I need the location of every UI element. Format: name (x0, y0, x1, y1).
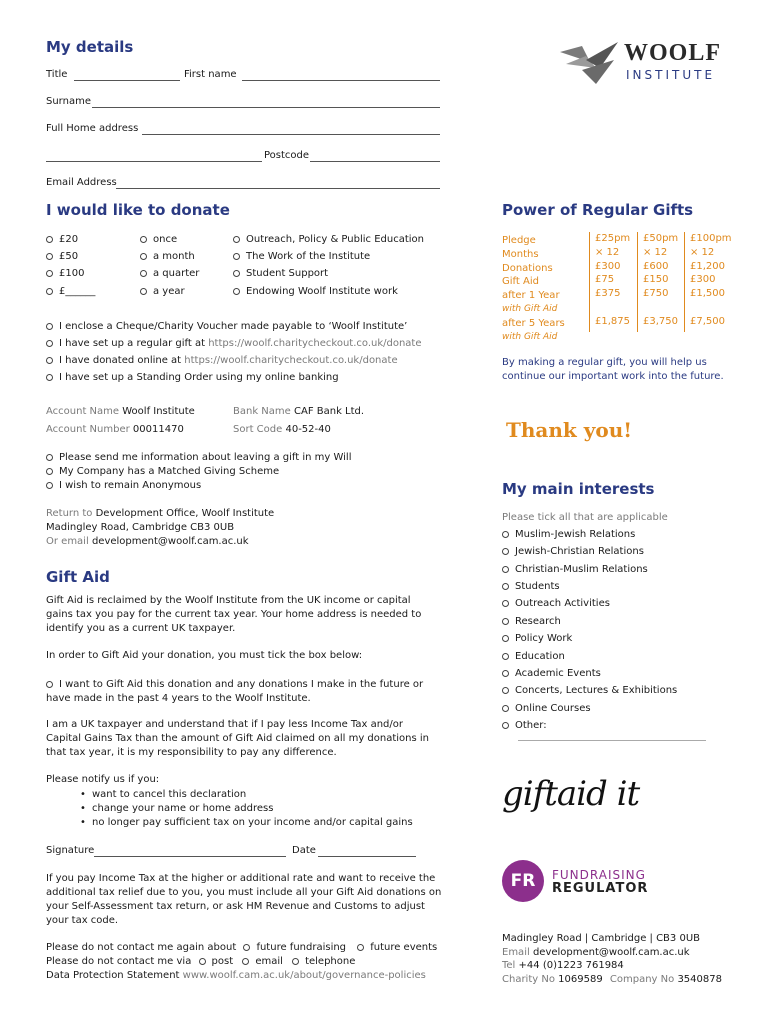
radio-circle-icon[interactable] (46, 468, 53, 475)
power-label: Donations (502, 262, 553, 274)
radio-circle-icon[interactable] (233, 236, 240, 243)
interests-heading: My main interests (502, 480, 655, 498)
radio-circle-icon[interactable] (140, 236, 147, 243)
area-option-2[interactable]: Student Support (233, 268, 328, 279)
radio-circle-icon[interactable] (502, 548, 509, 555)
radio-circle-icon[interactable] (233, 270, 240, 277)
radio-circle-icon[interactable] (502, 653, 509, 660)
interest-research[interactable]: Research (502, 616, 561, 627)
area-option-1[interactable]: The Work of the Institute (233, 251, 370, 262)
telephone-option[interactable]: telephone (292, 956, 355, 967)
fundraising-regulator-badge: FR (502, 860, 544, 902)
area-option-3[interactable]: Endowing Woolf Institute work (233, 286, 398, 297)
account-number: Account Number 00011470 (46, 424, 184, 435)
notify-item: • want to cancel this declaration (80, 789, 247, 800)
power-column-50: £50pm × 12 £600 £150 £750 £3,750 (637, 232, 685, 332)
email-address-field[interactable] (116, 188, 440, 189)
bank-name: Bank Name CAF Bank Ltd. (233, 406, 365, 417)
power-label: with Gift Aid (502, 331, 558, 342)
power-column-25: £25pm × 12 £300 £75 £375 £1,875 (589, 232, 637, 332)
area-option-0[interactable]: Outreach, Policy & Public Education (233, 234, 424, 245)
power-label: Pledge (502, 235, 536, 246)
frequency-option-2[interactable]: a quarter (140, 268, 199, 279)
footer-email-link[interactable]: development@woolf.cam.ac.uk (532, 946, 690, 958)
future-events-option[interactable]: future events (357, 942, 437, 953)
radio-circle-icon[interactable] (502, 531, 509, 538)
power-note: By making a regular gift, you will help us continue our important work into the future. (502, 357, 724, 382)
option-matched-giving[interactable]: My Company has a Matched Giving Scheme (46, 466, 279, 477)
radio-circle-icon[interactable] (46, 482, 53, 489)
method-online[interactable]: I have donated online at https://woolf.charitycheckout.co.uk/donate (46, 355, 398, 366)
home-address-field[interactable] (142, 134, 440, 135)
frequency-option-1[interactable]: a month (140, 251, 195, 262)
power-column-100: £100pm × 12 £1,200 £300 £1,500 £7,500 (684, 232, 738, 332)
radio-circle-icon[interactable] (502, 705, 509, 712)
power-heading: Power of Regular Gifts (502, 201, 694, 219)
regular-gift-link[interactable]: https://woolf.charitycheckout.co.uk/donate (208, 338, 422, 349)
fr-line-1: FUNDRAISING (552, 868, 646, 882)
thank-you-text: Thank you! (506, 418, 633, 442)
interest-muslim-jewish[interactable]: Muslim-Jewish Relations (502, 529, 635, 540)
radio-circle-icon[interactable] (46, 270, 53, 277)
radio-circle-icon[interactable] (199, 958, 206, 965)
radio-circle-icon[interactable] (46, 454, 53, 461)
email-option[interactable]: email (242, 956, 283, 967)
radio-circle-icon[interactable] (46, 681, 53, 688)
radio-circle-icon[interactable] (46, 323, 53, 330)
logo-sub: INSTITUTE (626, 68, 716, 82)
address-line-2-field[interactable] (46, 161, 262, 162)
method-standing-order[interactable]: I have set up a Standing Order using my online banking (46, 372, 339, 383)
notify-list (80, 788, 413, 830)
radio-circle-icon[interactable] (46, 374, 53, 381)
data-protection-statement: Data Protection Statement www.woolf.cam.ac.uk/about/governance-policies (46, 970, 426, 981)
amount-option-0[interactable]: £20 (46, 234, 78, 245)
return-line-1: Return to Development Office, Woolf Institute (46, 508, 275, 519)
footer-charity: Charity No 1069589 Company No 3540878 (502, 973, 722, 985)
other-interest-field[interactable] (518, 740, 706, 741)
sort-code: Sort Code 40-52-40 (233, 424, 331, 435)
signature-field[interactable] (94, 856, 286, 857)
donate-heading: I would like to donate (46, 201, 230, 219)
radio-circle-icon[interactable] (140, 270, 147, 277)
radio-circle-icon[interactable] (46, 357, 53, 364)
radio-circle-icon[interactable] (502, 618, 509, 625)
title-field[interactable] (74, 80, 180, 81)
notify-item: • change your name or home address (80, 803, 274, 814)
gift-aid-paragraph-2: In order to Gift Aid your donation, you must tick the box below: (46, 650, 363, 661)
radio-circle-icon[interactable] (242, 958, 249, 965)
title-label: Title (46, 69, 68, 80)
amount-option-1[interactable]: £50 (46, 251, 78, 262)
radio-circle-icon[interactable] (140, 253, 147, 260)
amount-option-3[interactable]: £______ (46, 286, 95, 297)
amount-option-2[interactable]: £100 (46, 268, 84, 279)
gift-aid-checkbox[interactable]: I want to Gift Aid this donation and any donations I make in the future or have made in the past 4 years to the Woolf Institute. (46, 679, 424, 704)
woolf-bird-icon (556, 38, 626, 86)
signature-label: Signature (46, 845, 95, 856)
interest-jewish-christian[interactable]: Jewish-Christian Relations (502, 546, 644, 557)
higher-rate-paragraph: If you pay Income Tax at the higher or additional rate and want to receive the additional tax relief due to you, you must include all your Gift Aid donations on your Self-Assessment tax return, or ask HM Revenue and Customs to adjust your tax code. (46, 873, 442, 926)
radio-circle-icon[interactable] (233, 288, 240, 295)
interest-concerts[interactable]: Concerts, Lectures & Exhibitions (502, 685, 677, 696)
notify-label: Please notify us if you: (46, 774, 160, 785)
radio-circle-icon[interactable] (502, 722, 509, 729)
home-address-label: Full Home address (46, 123, 139, 134)
interest-education[interactable]: Education (502, 651, 565, 662)
radio-circle-icon[interactable] (46, 253, 53, 260)
date-label: Date (292, 845, 316, 856)
interest-other[interactable]: Other: (502, 720, 547, 731)
radio-circle-icon[interactable] (502, 566, 509, 573)
radio-circle-icon[interactable] (502, 583, 509, 590)
gift-aid-paragraph-1: Gift Aid is reclaimed by the Woolf Institute from the UK income or capital gains tax you pay for the current tax year. Your home address is needed to identify you as a current UK taxpayer. (46, 595, 422, 634)
gift-aid-heading: Gift Aid (46, 568, 110, 586)
account-name: Account Name Woolf Institute (46, 406, 195, 417)
logo-name: WOOLF (624, 40, 722, 66)
interest-christian-muslim[interactable]: Christian-Muslim Relations (502, 564, 648, 575)
radio-circle-icon[interactable] (46, 288, 53, 295)
radio-circle-icon[interactable] (357, 944, 364, 951)
email-address-label: Email Address (46, 177, 117, 188)
radio-circle-icon[interactable] (46, 340, 53, 347)
radio-circle-icon[interactable] (46, 236, 53, 243)
data-protection-link[interactable]: www.woolf.cam.ac.uk/about/governance-policies (182, 970, 426, 981)
power-label: after 1 Year (502, 290, 560, 302)
postcode-label: Postcode (264, 150, 310, 161)
radio-circle-icon[interactable] (502, 635, 509, 642)
method-cheque[interactable]: I enclose a Cheque/Charity Voucher made payable to ‘Woolf Institute’ (46, 321, 407, 332)
power-row-labels (502, 234, 565, 344)
radio-circle-icon[interactable] (502, 600, 509, 607)
surname-field[interactable] (92, 107, 440, 108)
giftaid-it-logo: giftaid it (502, 774, 640, 814)
frequency-option-0[interactable]: once (140, 234, 177, 245)
return-line-2: Madingley Road, Cambridge CB3 0UB (46, 522, 235, 533)
my-details-heading: My details (46, 38, 134, 56)
option-will[interactable]: Please send me information about leaving a gift in my Will (46, 452, 352, 463)
gift-aid-paragraph-3: I am a UK taxpayer and understand that if I pay less Income Tax and/or Capital Gains Tax than the amount of Gift Aid claimed on all my donations in that tax year, it is my responsibility to pay any difference. (46, 719, 430, 758)
radio-circle-icon[interactable] (140, 288, 147, 295)
future-fundraising-option[interactable]: future fundraising (243, 942, 346, 953)
interest-academic-events[interactable]: Academic Events (502, 668, 601, 679)
fr-line-2: REGULATOR (552, 881, 649, 896)
footer-contact (502, 932, 722, 986)
date-field[interactable] (318, 856, 416, 857)
radio-circle-icon[interactable] (233, 253, 240, 260)
interest-online-courses[interactable]: Online Courses (502, 703, 591, 714)
notify-item: • no longer pay sufficient tax on your income and/or capital gains (80, 817, 413, 828)
first-name-field[interactable] (242, 80, 440, 81)
power-label: Gift Aid (502, 276, 539, 288)
power-label: after 5 Years (502, 317, 565, 329)
radio-circle-icon[interactable] (502, 670, 509, 677)
interests-hint: Please tick all that are applicable (502, 512, 668, 523)
interest-outreach[interactable]: Outreach Activities (502, 598, 610, 609)
surname-label: Surname (46, 96, 91, 107)
return-email: Or email development@woolf.cam.ac.uk (46, 536, 249, 547)
footer-email: Email development@woolf.cam.ac.uk (502, 946, 690, 958)
online-donate-link[interactable]: https://woolf.charitycheckout.co.uk/donate (184, 355, 398, 366)
radio-circle-icon[interactable] (502, 687, 509, 694)
first-name-label: First name (184, 69, 237, 80)
option-anonymous[interactable]: I wish to remain Anonymous (46, 480, 201, 491)
power-label: with Gift Aid (502, 303, 558, 314)
return-email-link[interactable]: development@woolf.cam.ac.uk (91, 536, 249, 547)
interest-students[interactable]: Students (502, 581, 560, 592)
frequency-option-3[interactable]: a year (140, 286, 185, 297)
radio-circle-icon[interactable] (292, 958, 299, 965)
interest-policy-work[interactable]: Policy Work (502, 633, 572, 644)
footer-address: Madingley Road | Cambridge | CB3 0UB (502, 933, 701, 944)
footer-tel: Tel +44 (0)1223 761984 (502, 960, 624, 971)
post-option[interactable]: post (199, 956, 234, 967)
woolf-institute-logo (556, 38, 736, 88)
power-label: Months (502, 248, 539, 260)
contact-prefs-1: Please do not contact me again about future fundraising future events (46, 942, 438, 953)
contact-prefs-2: Please do not contact me via post email telephone (46, 956, 356, 967)
method-regular-gift[interactable]: I have set up a regular gift at https://woolf.charitycheckout.co.uk/donate (46, 338, 422, 349)
radio-circle-icon[interactable] (243, 944, 250, 951)
postcode-field[interactable] (310, 161, 440, 162)
